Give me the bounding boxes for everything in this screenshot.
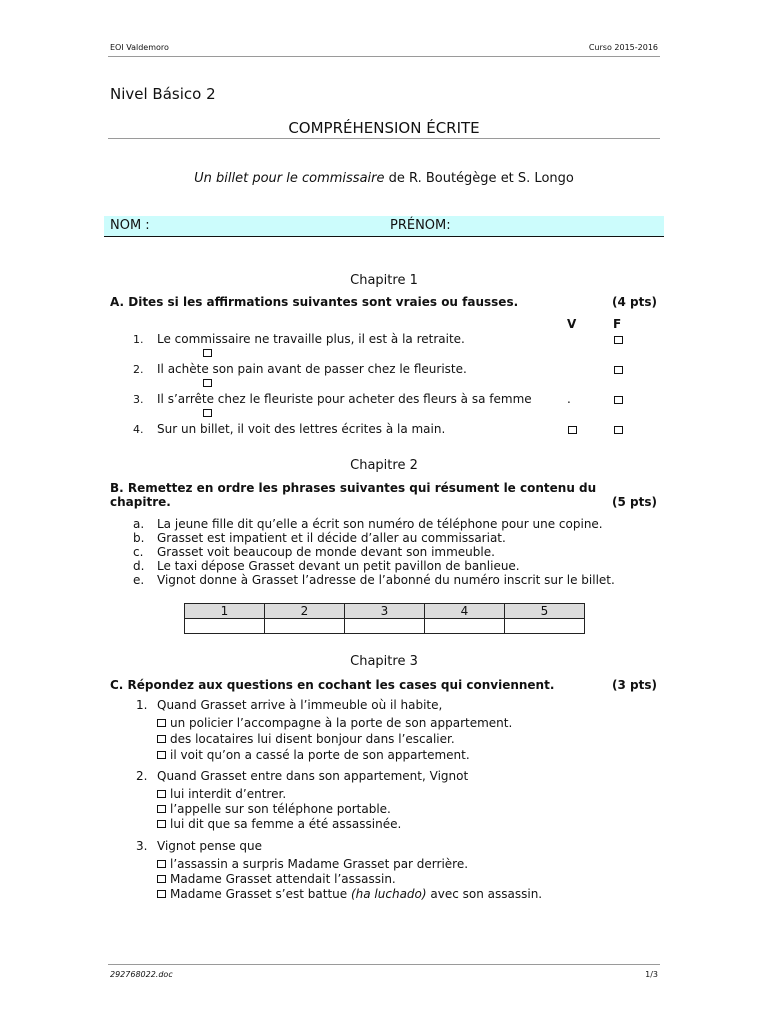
nom-label: NOM : [110,218,150,233]
order-header: 5 [505,604,585,619]
section-b-instruction: B. Remettez en ordre les phrases suivantes qui résument le contenu du [110,481,597,495]
chapter-2-heading: Chapitre 2 [350,458,418,473]
chapter-3-heading: Chapitre 3 [350,654,418,669]
section-c-instruction: C. Répondez aux questions en cochant les cases qui conviennent. [110,678,555,692]
section-b-points: (5 pts) [612,495,657,509]
question-text: Quand Grasset entre dans son appartement, Vignot [157,769,469,783]
answer-option[interactable]: l’assassin a surpris Madame Grasset par derrière. [157,857,468,871]
header-year: Curso 2015-2016 [588,43,658,52]
checkbox[interactable] [157,719,166,727]
checkbox[interactable] [157,890,166,898]
order-answer-cell[interactable] [265,619,345,634]
order-header: 4 [425,604,505,619]
chapter-1-heading: Chapitre 1 [350,273,418,288]
checkbox-v-1[interactable] [203,349,212,357]
item-3-dot: . [567,392,571,406]
order-header: 3 [345,604,425,619]
list-item-letter: a. [133,517,145,531]
question-text: Quand Grasset arrive à l’immeuble où il habite, [157,698,443,712]
answer-option[interactable]: Madame Grasset attendait l’assassin. [157,872,396,886]
level-heading: Nivel Básico 2 [110,85,216,103]
section-c-points: (3 pts) [612,678,657,692]
list-item-letter: d. [133,559,145,573]
book-reference [0,171,768,186]
prenom-label: PRÉNOM: [390,218,451,233]
answer-option[interactable]: lui interdit d’entrer. [157,787,286,801]
footer-rule [108,964,660,965]
header-rule [108,56,660,57]
order-answer-cell[interactable] [425,619,505,634]
list-item: Grasset est impatient et il décide d’aller au commissariat. [157,531,506,545]
section-b-instruction-cont: chapitre. [110,495,171,509]
answer-option[interactable]: des locataires lui disent bonjour dans l’escalier. [157,732,455,746]
question-text: Vignot pense que [157,839,263,853]
checkbox-v-4[interactable] [568,426,577,434]
order-table [184,603,585,634]
list-item: Le taxi dépose Grasset devant un petit pavillon de banlieue. [157,559,520,573]
col-v-label: V [567,317,577,331]
checkbox[interactable] [157,805,166,813]
checkbox-f-4[interactable] [614,426,623,434]
question-num: 3. [136,839,148,853]
section-a-points: (4 pts) [612,295,657,309]
checkbox[interactable] [157,875,166,883]
checkbox[interactable] [157,820,166,828]
list-item: Il achète son pain avant de passer chez le fleuriste. [157,362,467,376]
name-bar [104,216,664,237]
list-item-num: 1. [133,333,144,346]
page-number: 1/3 [645,970,658,979]
checkbox[interactable] [157,860,166,868]
checkbox-v-2[interactable] [203,379,212,387]
list-item: Il s’arrête chez le fleuriste pour acheter des fleurs à sa femme [157,392,532,406]
checkbox[interactable] [157,790,166,798]
question-num: 2. [136,769,148,783]
question-num: 1. [136,698,148,712]
order-answer-cell[interactable] [505,619,585,634]
header-school: EOI Valdemoro [110,43,169,52]
answer-option[interactable]: Madame Grasset s’est battue (ha luchado) avec son assassin. [157,887,542,901]
footer-filename: 292768022.doc [110,970,173,979]
list-item: Vignot donne à Grasset l’adresse de l’abonné du numéro inscrit sur le billet. [157,573,615,587]
answer-option[interactable]: lui dit que sa femme a été assassinée. [157,817,401,831]
list-item-letter: b. [133,531,145,545]
checkbox-f-3[interactable] [614,396,623,404]
checkbox-f-1[interactable] [614,336,623,344]
order-header: 1 [185,604,265,619]
answer-option[interactable]: il voit qu’on a cassé la porte de son appartement. [157,748,470,762]
list-item: Sur un billet, il voit des lettres écrites à la main. [157,422,446,436]
title-rule [108,138,660,139]
order-answer-cell[interactable] [345,619,425,634]
col-f-label: F [613,317,622,331]
list-item-letter: e. [133,573,145,587]
list-item: La jeune fille dit qu’elle a écrit son numéro de téléphone pour une copine. [157,517,603,531]
order-header: 2 [265,604,345,619]
list-item-num: 2. [133,363,144,376]
list-item-num: 3. [133,393,144,406]
answer-option[interactable]: l’appelle sur son téléphone portable. [157,802,391,816]
order-answer-cell[interactable] [185,619,265,634]
list-item-num: 4. [133,423,144,436]
section-a-instruction: A. Dites si les affirmations suivantes sont vraies ou fausses. [110,295,519,309]
list-item: Le commissaire ne travaille plus, il est à la retraite. [157,332,465,346]
page-title: COMPRÉHENSION ÉCRITE [288,119,480,137]
book-authors: de R. Boutégège et S. Longo [384,171,574,186]
answer-option[interactable]: un policier l’accompagne à la porte de son appartement. [157,716,512,730]
checkbox[interactable] [157,751,166,759]
checkbox[interactable] [157,735,166,743]
checkbox-v-3[interactable] [203,409,212,417]
list-item: Grasset voit beaucoup de monde devant son immeuble. [157,545,495,559]
book-title: Un billet pour le commissaire [194,171,385,186]
list-item-letter: c. [133,545,144,559]
checkbox-f-2[interactable] [614,366,623,374]
